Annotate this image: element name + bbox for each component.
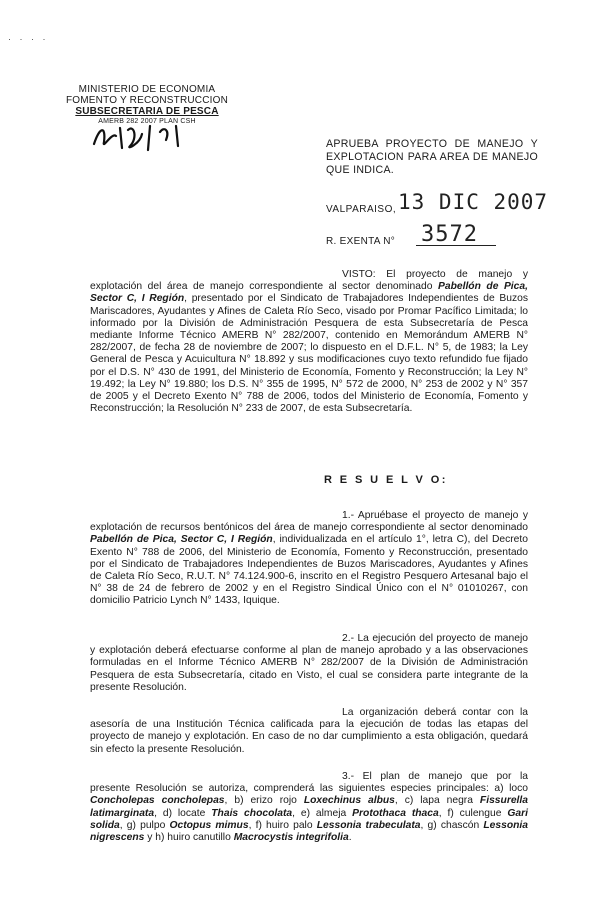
- item-3-text-9: , g) chascón: [420, 819, 480, 831]
- species-9: Lessonia nigrescens: [90, 819, 528, 844]
- header-reference: AMERB 282 2007 PLAN CSH: [98, 118, 196, 125]
- item-3-text-3: , c) lapa negra: [394, 795, 473, 807]
- advisory-lead: La organización deberá contar con la: [342, 707, 528, 718]
- item-3-text-2: , b) erizo rojo: [224, 795, 297, 807]
- visto-paragraph: [90, 269, 528, 415]
- species-2: Loxechinus albus: [303, 795, 395, 807]
- item-1-text-1: explotación de recursos bentónicos del área de manejo correspondiente al sector denominado: [90, 522, 528, 534]
- resolution-item-3: [90, 771, 528, 844]
- visto-text-1: El proyecto de manejo y explotación del área de manejo correspondiente al sector denominado: [90, 269, 528, 293]
- species-8: Lessonia trabeculata: [316, 819, 421, 831]
- species-1: Concholepas concholepas: [90, 795, 225, 807]
- date-stamp: 13 DIC 2007: [398, 190, 549, 214]
- item-3-text-1: presente Resolución se autoriza, comprenderá las siguientes especies principales: a) loco: [90, 783, 528, 795]
- ministry-header: [62, 84, 232, 126]
- species-10: Macrocystis integrifolia: [233, 832, 349, 844]
- handwritten-initials: [90, 122, 200, 152]
- header-department: FOMENTO Y RECONSTRUCCION: [65, 95, 229, 106]
- place-label: VALPARAISO,: [326, 204, 397, 215]
- item-2-text: y explotación deberá efectuarse conforme al plan de manejo aprobado y a las observaciones formuladas en el Informe Técnico AMERB N° 282/2007 de la División de Administración Pesquera de esta Subsecretaría, citado en Visto, el cual se considera parte integrante de la presente Resolución.: [90, 645, 528, 693]
- visto-site: Pabellón de Pica, Sector C, I Región: [90, 281, 528, 305]
- resolution-number: 3572: [421, 222, 478, 247]
- item-3-text-10: y h) huiro canutillo: [147, 832, 231, 844]
- header-ministry: MINISTERIO DE ECONOMIA: [78, 84, 216, 95]
- species-3: Fissurella latimarginata: [90, 795, 528, 819]
- visto-text-2: , presentado por el Sindicato de Trabajadores Independientes de Buzos Mariscadores, Ayudantes y Afines de Caleta Río Seco, visado por Promar Pacífico Limitada; lo informado por la División de Administración Pesquera de esta Subsecretaría de Pesca mediante Informe Técnico AMERB N° 282/2007, contenido en Memorándum AMERB N° 282/2007, de fecha 28 de noviembre de 2007; lo dispuesto en el D.F.L. N° 5, de 1983; la Ley General de Pesca y Acuicultura N° 18.892 y sus modificaciones cuyo texto refundido fue fijado por el D.S. N° 430 de 1991, del Ministerio de Economía, Fomento y Reconstrucción; la Ley N° 19.492; la Ley N° 19.880; los D.S. N° 355 de 1995, N° 572 de 2000, N° 253 de 2002 y N° 357 de 2005 y el Decreto Exento N° 788 de 2006, todos del Ministerio de Economía, Fomento y Reconstrucción; la Resolución N° 233 de 2007, de esta Subsecretaría.: [90, 293, 528, 415]
- species-6: Gari solida: [90, 807, 528, 831]
- item-1-text-2: , individualizada en el artículo 1°, letra C), del Decreto Exento N° 788 de 2006, del Ministerio de Economía, Fomento y Reconstrucción, presentado por el Sindicato de Trabajadores Independientes de Buzos Mariscadores, Ayudantes y Afines de Caleta Río Seco, R.U.T. N° 74.124.900-6, inscrito en el Registro Pesquero Artesanal bajo el N° 38 de 24 de febrero de 2002 y en el Registro Sindical Único con el N° 01010267, con domicilio Patricio Lynch N° 1433, Iquique.: [90, 534, 529, 607]
- resolution-item-1: [90, 510, 528, 608]
- resolution-item-advisory: [90, 707, 528, 756]
- document-title: APRUEBA PROYECTO DE MANEJO Y EXPLOTACION PARA AREA DE MANEJO QUE INDICA.: [326, 138, 538, 176]
- item-3-text-6: , f) culengue: [438, 807, 502, 819]
- item-3-text-11: .: [348, 832, 352, 844]
- header-subsecretary: SUBSECRETARIA DE PESCA: [75, 106, 219, 117]
- species-5: Protothaca thaca: [352, 807, 439, 819]
- item-3-text-5: , e) almeja: [292, 807, 347, 819]
- item-1-lead: 1.- Apruébase el proyecto de manejo y: [342, 510, 528, 521]
- advisory-text: asesoría de una Institución Técnica calificada para la ejecución de todas las etapas del proyecto de manejo y explotación. En caso de no dar cumplimiento a esta obligación, quedará sin efecto la presente Resolución.: [90, 719, 528, 755]
- item-3-text-8: , f) huiro palo: [248, 819, 313, 831]
- item-3-lead: 3.- El plan de manejo que por la: [342, 771, 528, 782]
- resolution-underline: [416, 245, 496, 246]
- resolution-item-2: [90, 633, 528, 694]
- scan-marks: · · · ·: [8, 34, 49, 44]
- item-2-lead: 2.- La ejecución del proyecto de manejo: [342, 633, 528, 644]
- item-1-site: Pabellón de Pica, Sector C, I Región: [90, 534, 273, 546]
- visto-lead: VISTO:: [342, 269, 376, 280]
- item-3-text-4: , d) locate: [154, 807, 206, 819]
- species-7: Octopus mimus: [169, 819, 249, 831]
- item-3-text-7: , g) pulpo: [119, 819, 166, 831]
- species-4: Thais chocolata: [211, 807, 293, 819]
- resuelvo-heading: R E S U E L V O:: [324, 474, 448, 486]
- resolution-label: R. EXENTA N°: [326, 236, 396, 247]
